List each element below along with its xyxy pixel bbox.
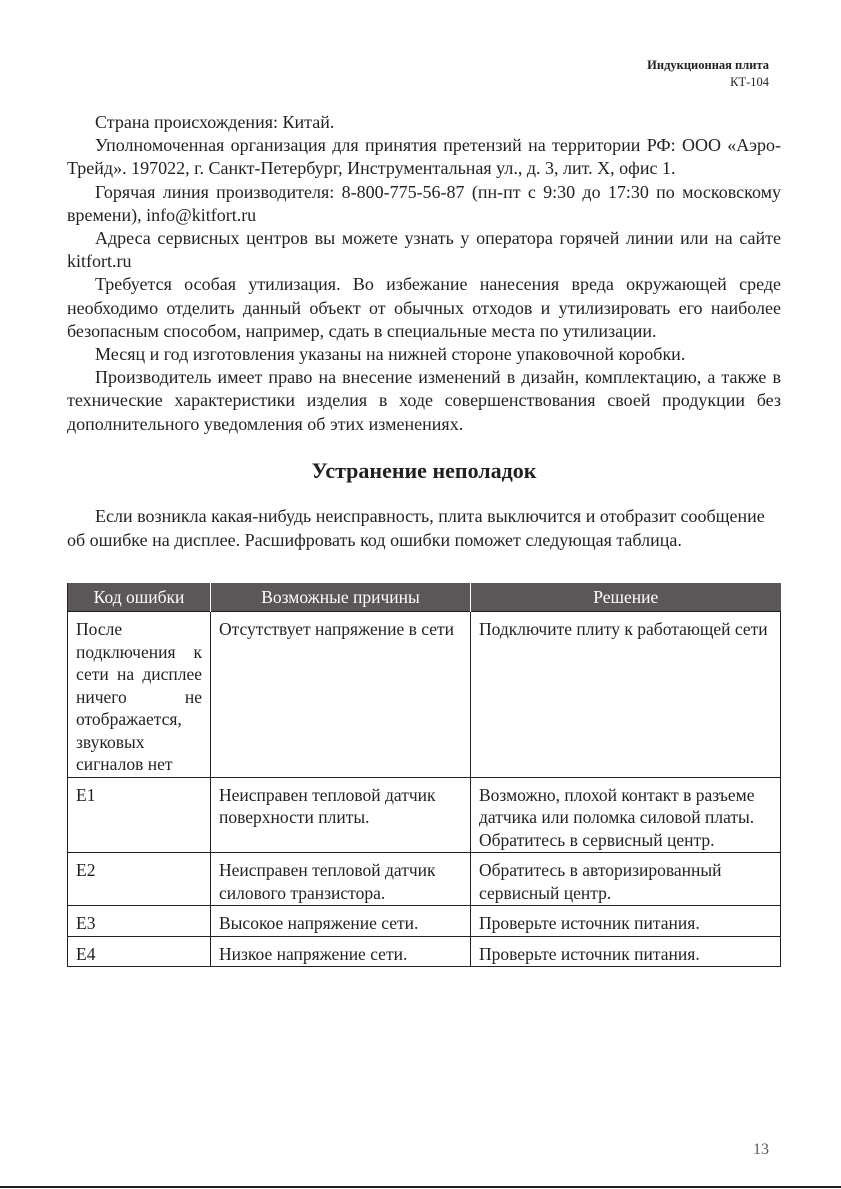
table-row [68,853,781,906]
paragraph-origin: Страна происхождения: Китай. [95,112,335,132]
cell-cause: Высокое напряжение сети. [211,906,471,937]
page-number: 13 [753,1141,769,1158]
error-code-table [67,583,781,967]
cell-cause: Неисправен тепловой датчик силового транзистора. [211,853,471,906]
paragraph-hotline: Горячая линия производителя: 8-800-775-56-87 (пн-пт с 9:30 до 17:30 по московскому времени), info@kitfort.ru [67,181,781,225]
section-title: Устранение неполадок [311,458,537,483]
cell-error-code: E3 [68,906,211,937]
paragraph-disposal: Требуется особая утилизация. Во избежание нанесения вреда окружающей среде необходимо отделить данный объект от обычных отходов и утилизировать его наиболее безопасным способом, например, сдать в специальные места по утилизации. [67,274,781,341]
cell-solution: Проверьте источник питания. [471,936,781,967]
cell-cause: Отсутствует напряжение в сети [211,612,471,778]
cell-error-code: После подключения к сети на дисплее ничего не отображается, звуковых сигналов нет [68,612,211,778]
cell-solution: Возможно, плохой контакт в разъеме датчика или поломка силовой платы. Обратитесь в сервисный центр. [471,777,781,853]
paragraph-manufacture-date: Месяц и год изготовления указаны на нижней стороне упаковочной коробки. [95,344,686,365]
header-error-code: Код ошибки [68,583,211,612]
cell-cause: Неисправен тепловой датчик поверхности плиты. [211,777,471,853]
header-possible-causes: Возможные причины [211,583,471,612]
info-paragraphs [67,111,781,436]
table-row [68,906,781,937]
header-solution: Решение [471,583,781,612]
paragraph-service-centers: Адреса сервисных центров вы можете узнать у оператора горячей линии или на сайте kitfort.ru [67,228,781,272]
header-product-name: Индукционная плита [647,58,769,72]
paragraph-authorized-org: Уполномоченная организация для принятия претензий на территории РФ: ООО «Аэро-Трейд». 197022, г. Санкт-Петербург, Инструментальная ул., д. 3, лит. Х, офис 1. [67,135,781,179]
intro-paragraph: Если возникла какая-нибудь неисправность, плита выключится и отобразит сообщение об ошибке на дисплее. Расшифровать код ошибки поможет следующая таблица. [67,506,765,550]
table-header-row [68,583,781,612]
table-row [68,612,781,778]
cell-error-code: E2 [68,853,211,906]
cell-solution: Проверьте источник питания. [471,906,781,937]
section-intro [67,505,781,552]
cell-cause: Низкое напряжение сети. [211,936,471,967]
paragraph-changes: Производитель имеет право на внесение изменений в дизайн, комплектацию, а также в технические характеристики изделия в ходе совершенствования своей продукции без дополнительного уведомления об этих изменениях. [67,367,781,434]
table-row [68,777,781,853]
header-model: КТ-104 [730,75,769,89]
cell-error-code: E4 [68,936,211,967]
bottom-divider [0,1186,841,1188]
running-header [647,57,769,91]
cell-solution: Подключите плиту к работающей сети [471,612,781,778]
cell-error-code: E1 [68,777,211,853]
table-row [68,936,781,967]
cell-solution: Обратитесь в авторизированный сервисный центр. [471,853,781,906]
